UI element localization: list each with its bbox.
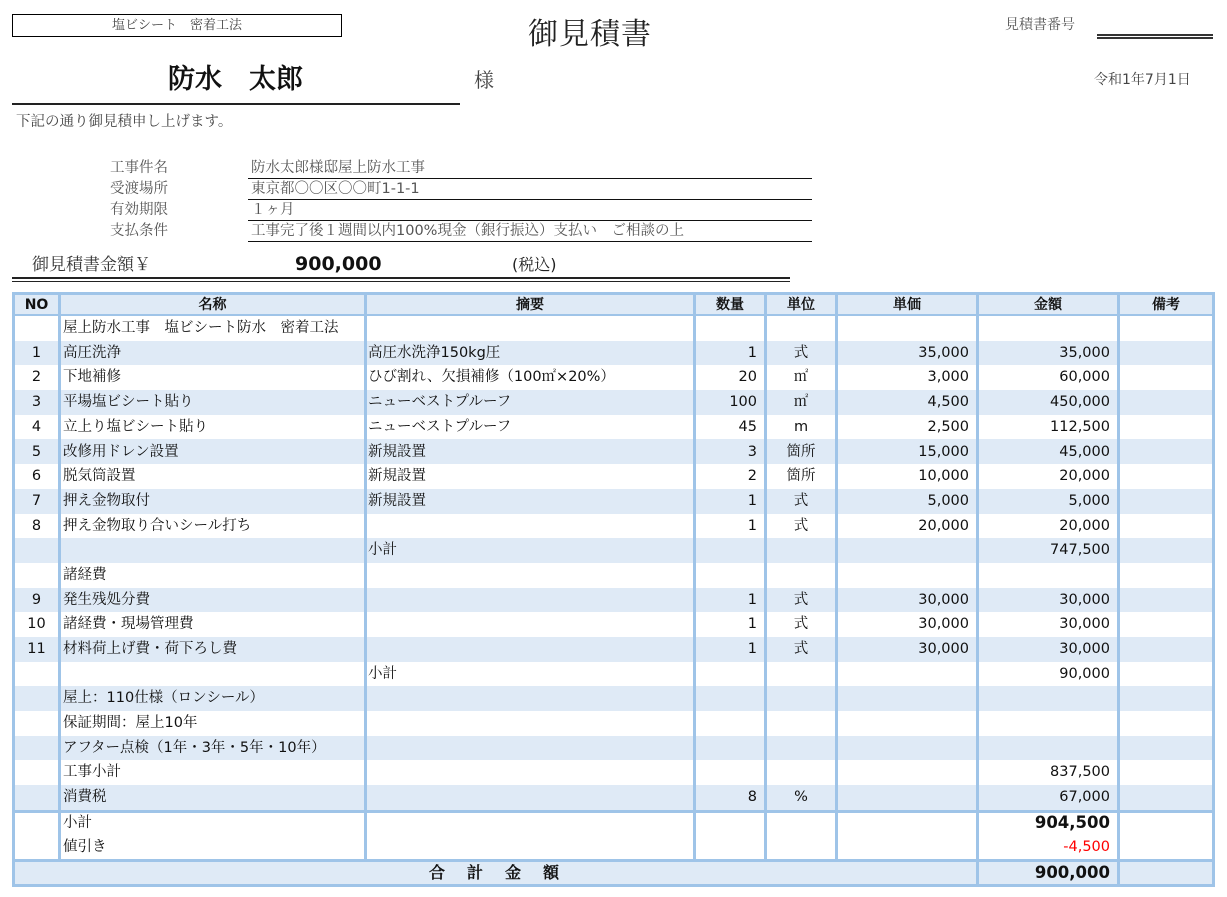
estimate-row xyxy=(15,736,1212,761)
no-cell xyxy=(15,662,61,687)
amount-cell xyxy=(979,736,1120,761)
estimate-row xyxy=(15,538,1212,563)
no-cell: 2 xyxy=(15,365,61,390)
item-name-cell: 発生残処分費 xyxy=(61,588,367,613)
estimate-row xyxy=(15,662,1212,687)
estimate-row xyxy=(15,760,1212,785)
quantity-cell: 2 xyxy=(696,464,767,489)
amount-cell: 30,000 xyxy=(979,612,1120,637)
remarks-cell xyxy=(1120,711,1212,736)
description-cell xyxy=(367,588,696,613)
estimate-row xyxy=(15,390,1212,415)
amount-cell: 30,000 xyxy=(979,637,1120,662)
header-item-name: 名称 xyxy=(61,295,367,314)
unit-price-cell xyxy=(838,711,979,736)
remarks-cell xyxy=(1120,834,1212,859)
unit-price-cell xyxy=(838,813,979,835)
estimate-table xyxy=(12,292,1215,887)
no-cell xyxy=(15,813,61,835)
quantity-cell xyxy=(696,736,767,761)
item-name-cell: 立上り塩ビシート貼り xyxy=(61,415,367,440)
quantity-cell xyxy=(696,760,767,785)
remarks-cell xyxy=(1120,686,1212,711)
no-cell: 1 xyxy=(15,341,61,366)
description-cell xyxy=(367,785,696,810)
unit-price-cell xyxy=(838,760,979,785)
header-no: NO xyxy=(15,295,61,314)
no-cell xyxy=(15,538,61,563)
remarks-cell xyxy=(1120,415,1212,440)
header-unit-price: 単価 xyxy=(838,295,979,314)
amount-cell xyxy=(979,316,1120,341)
unit-cell: % xyxy=(767,785,838,810)
amount-cell: 112,500 xyxy=(979,415,1120,440)
grand-total-amount: 900,000 xyxy=(979,862,1120,884)
estimate-row xyxy=(15,588,1212,613)
amount-cell: 904,500 xyxy=(979,813,1120,835)
estimate-row xyxy=(15,464,1212,489)
estimate-total-double-underline xyxy=(12,277,790,282)
unit-cell xyxy=(767,563,838,588)
amount-cell: 67,000 xyxy=(979,785,1120,810)
description-cell: 高圧水洗浄150kg圧 xyxy=(367,341,696,366)
issue-date: 令和1年7月1日 xyxy=(1094,72,1191,88)
remarks-cell xyxy=(1120,813,1212,835)
quantity-cell: 8 xyxy=(696,785,767,810)
item-name-cell: 脱気筒設置 xyxy=(61,464,367,489)
grand-total-remarks-cell xyxy=(1120,862,1212,884)
amount-cell: 60,000 xyxy=(979,365,1120,390)
description-cell xyxy=(367,711,696,736)
unit-price-cell: 30,000 xyxy=(838,588,979,613)
unit-cell xyxy=(767,316,838,341)
description-cell xyxy=(367,813,696,835)
amount-cell: 20,000 xyxy=(979,464,1120,489)
item-name-cell: 押え金物取り合いシール打ち xyxy=(61,514,367,539)
item-name-cell: 押え金物取付 xyxy=(61,489,367,514)
description-cell: 小計 xyxy=(367,662,696,687)
description-cell xyxy=(367,686,696,711)
description-cell: ひび割れ、欠損補修（100㎡×20%） xyxy=(367,365,696,390)
unit-cell: ㎡ xyxy=(767,390,838,415)
unit-cell xyxy=(767,686,838,711)
no-cell: 9 xyxy=(15,588,61,613)
quantity-cell: 20 xyxy=(696,365,767,390)
remarks-cell xyxy=(1120,439,1212,464)
no-cell xyxy=(15,760,61,785)
quantity-cell: 1 xyxy=(696,612,767,637)
item-name-cell: 屋上防水工事 塩ビシート防水 密着工法 xyxy=(61,316,367,341)
unit-price-cell: 5,000 xyxy=(838,489,979,514)
description-cell: 新規設置 xyxy=(367,489,696,514)
remarks-cell xyxy=(1120,637,1212,662)
tax-included-note: (税込) xyxy=(512,255,557,274)
remarks-cell xyxy=(1120,365,1212,390)
remarks-cell xyxy=(1120,538,1212,563)
remarks-cell xyxy=(1120,563,1212,588)
delivery-location-label: 受渡場所 xyxy=(110,181,168,197)
unit-cell: 式 xyxy=(767,637,838,662)
no-cell: 6 xyxy=(15,464,61,489)
quantity-cell xyxy=(696,563,767,588)
item-name-cell: 工事小計 xyxy=(61,760,367,785)
quantity-cell: 1 xyxy=(696,637,767,662)
project-name-value: 防水太郎様邸屋上防水工事 xyxy=(248,158,812,179)
item-name-cell: 諸経費 xyxy=(61,563,367,588)
grand-total-row xyxy=(15,859,1212,884)
remarks-cell xyxy=(1120,341,1212,366)
description-cell xyxy=(367,736,696,761)
unit-price-cell: 30,000 xyxy=(838,612,979,637)
unit-price-cell xyxy=(838,538,979,563)
item-name-cell: 材料荷上げ費・荷下ろし費 xyxy=(61,637,367,662)
unit-price-cell: 4,500 xyxy=(838,390,979,415)
estimate-total-label: 御見積書金額￥ xyxy=(32,255,151,275)
estimate-row xyxy=(15,785,1212,810)
construction-method-box: 塩ビシート 密着工法 xyxy=(12,14,342,37)
unit-price-cell xyxy=(838,316,979,341)
estimate-number-underline xyxy=(1097,34,1213,39)
estimate-row xyxy=(15,711,1212,736)
quantity-cell: 1 xyxy=(696,514,767,539)
amount-cell: 30,000 xyxy=(979,588,1120,613)
description-cell xyxy=(367,514,696,539)
unit-cell xyxy=(767,813,838,835)
no-cell xyxy=(15,316,61,341)
remarks-cell xyxy=(1120,489,1212,514)
item-name-cell xyxy=(61,538,367,563)
estimate-row xyxy=(15,439,1212,464)
unit-cell: 式 xyxy=(767,612,838,637)
unit-cell: 式 xyxy=(767,341,838,366)
estimate-row xyxy=(15,637,1212,662)
validity-value: １ヶ月 xyxy=(248,200,812,221)
unit-cell xyxy=(767,736,838,761)
item-name-cell: 小計 xyxy=(61,813,367,835)
honorific: 様 xyxy=(474,68,494,92)
no-cell: 4 xyxy=(15,415,61,440)
no-cell xyxy=(15,785,61,810)
unit-price-cell xyxy=(838,563,979,588)
description-cell xyxy=(367,563,696,588)
no-cell xyxy=(15,736,61,761)
no-cell xyxy=(15,686,61,711)
unit-price-cell: 35,000 xyxy=(838,341,979,366)
no-cell xyxy=(15,834,61,859)
remarks-cell xyxy=(1120,760,1212,785)
item-name-cell: 改修用ドレン設置 xyxy=(61,439,367,464)
unit-price-cell xyxy=(838,662,979,687)
description-cell xyxy=(367,834,696,859)
quantity-cell xyxy=(696,813,767,835)
item-name-cell: 高圧洗浄 xyxy=(61,341,367,366)
table-body xyxy=(15,316,1212,859)
quantity-cell xyxy=(696,538,767,563)
payment-terms-label: 支払条件 xyxy=(110,223,168,239)
remarks-cell xyxy=(1120,588,1212,613)
unit-price-cell xyxy=(838,686,979,711)
customer-name-underline xyxy=(12,103,460,105)
amount-cell: 20,000 xyxy=(979,514,1120,539)
item-name-cell xyxy=(61,662,367,687)
unit-cell: 式 xyxy=(767,489,838,514)
description-cell: 新規設置 xyxy=(367,464,696,489)
no-cell: 11 xyxy=(15,637,61,662)
table-header-row xyxy=(15,295,1212,316)
estimate-row xyxy=(15,489,1212,514)
unit-cell xyxy=(767,834,838,859)
description-cell xyxy=(367,612,696,637)
remarks-cell xyxy=(1120,390,1212,415)
amount-cell: 90,000 xyxy=(979,662,1120,687)
quantity-cell: 1 xyxy=(696,588,767,613)
estimate-row xyxy=(15,810,1212,835)
unit-price-cell xyxy=(838,736,979,761)
unit-price-cell: 15,000 xyxy=(838,439,979,464)
unit-price-cell: 2,500 xyxy=(838,415,979,440)
project-name-label: 工事件名 xyxy=(110,160,168,176)
amount-cell: 837,500 xyxy=(979,760,1120,785)
no-cell: 10 xyxy=(15,612,61,637)
grand-total-label: 合 計 金 額 xyxy=(15,862,979,884)
amount-cell xyxy=(979,686,1120,711)
amount-cell: 45,000 xyxy=(979,439,1120,464)
validity-label: 有効期限 xyxy=(110,202,168,218)
header-unit: 単位 xyxy=(767,295,838,314)
unit-cell xyxy=(767,711,838,736)
description-cell: ニューベストプルーフ xyxy=(367,390,696,415)
item-name-cell: 平場塩ビシート貼り xyxy=(61,390,367,415)
no-cell: 3 xyxy=(15,390,61,415)
unit-price-cell: 20,000 xyxy=(838,514,979,539)
unit-cell xyxy=(767,662,838,687)
estimate-row xyxy=(15,514,1212,539)
quantity-cell: 1 xyxy=(696,489,767,514)
delivery-location-value: 東京都〇〇区〇〇町1-1-1 xyxy=(248,179,812,200)
item-name-cell: 下地補修 xyxy=(61,365,367,390)
customer-name: 防水 太郎 xyxy=(168,64,303,95)
remarks-cell xyxy=(1120,736,1212,761)
no-cell xyxy=(15,711,61,736)
quantity-cell xyxy=(696,316,767,341)
amount-cell: -4,500 xyxy=(979,834,1120,859)
item-name-cell: 保証期間：屋上10年 xyxy=(61,711,367,736)
estimate-row xyxy=(15,834,1212,859)
item-name-cell: 値引き xyxy=(61,834,367,859)
description-cell: 新規設置 xyxy=(367,439,696,464)
estimate-row xyxy=(15,563,1212,588)
quantity-cell xyxy=(696,711,767,736)
estimate-row xyxy=(15,341,1212,366)
unit-cell: 箇所 xyxy=(767,439,838,464)
amount-cell: 35,000 xyxy=(979,341,1120,366)
item-name-cell: 屋上：110仕様（ロンシール） xyxy=(61,686,367,711)
unit-cell: m xyxy=(767,415,838,440)
amount-cell: 450,000 xyxy=(979,390,1120,415)
estimate-row xyxy=(15,316,1212,341)
remarks-cell xyxy=(1120,785,1212,810)
remarks-cell xyxy=(1120,612,1212,637)
unit-price-cell: 30,000 xyxy=(838,637,979,662)
quantity-cell: 1 xyxy=(696,341,767,366)
unit-price-cell: 3,000 xyxy=(838,365,979,390)
estimate-row xyxy=(15,686,1212,711)
estimate-row xyxy=(15,415,1212,440)
description-cell xyxy=(367,316,696,341)
quantity-cell xyxy=(696,834,767,859)
unit-cell: 式 xyxy=(767,514,838,539)
payment-terms-value: 工事完了後１週間以内100%現金（銀行振込）支払い ご相談の上 xyxy=(248,221,812,242)
unit-price-cell xyxy=(838,785,979,810)
header-amount: 金額 xyxy=(979,295,1120,314)
remarks-cell xyxy=(1120,464,1212,489)
document-title: 御見積書 xyxy=(528,17,652,52)
amount-cell: 5,000 xyxy=(979,489,1120,514)
description-cell xyxy=(367,760,696,785)
remarks-cell xyxy=(1120,316,1212,341)
unit-cell: 式 xyxy=(767,588,838,613)
item-name-cell: アフター点検（1年・3年・5年・10年） xyxy=(61,736,367,761)
unit-cell: 箇所 xyxy=(767,464,838,489)
description-cell: 小計 xyxy=(367,538,696,563)
no-cell: 8 xyxy=(15,514,61,539)
amount-cell xyxy=(979,563,1120,588)
estimate-row xyxy=(15,365,1212,390)
remarks-cell xyxy=(1120,662,1212,687)
header-quantity: 数量 xyxy=(696,295,767,314)
no-cell xyxy=(15,563,61,588)
quantity-cell xyxy=(696,662,767,687)
unit-price-cell: 10,000 xyxy=(838,464,979,489)
estimate-row xyxy=(15,612,1212,637)
quantity-cell: 100 xyxy=(696,390,767,415)
unit-cell: ㎡ xyxy=(767,365,838,390)
description-cell xyxy=(367,637,696,662)
amount-cell: 747,500 xyxy=(979,538,1120,563)
description-cell: ニューベストプルーフ xyxy=(367,415,696,440)
no-cell: 5 xyxy=(15,439,61,464)
header-description: 摘要 xyxy=(367,295,696,314)
estimate-total-amount: 900,000 xyxy=(295,253,382,275)
quantity-cell xyxy=(696,686,767,711)
item-name-cell: 諸経費・現場管理費 xyxy=(61,612,367,637)
intro-text: 下記の通り御見積申し上げます。 xyxy=(16,114,233,130)
no-cell: 7 xyxy=(15,489,61,514)
unit-cell xyxy=(767,760,838,785)
amount-cell xyxy=(979,711,1120,736)
unit-cell xyxy=(767,538,838,563)
estimate-number-label: 見積書番号 xyxy=(1005,17,1075,33)
remarks-cell xyxy=(1120,514,1212,539)
quantity-cell: 3 xyxy=(696,439,767,464)
unit-price-cell xyxy=(838,834,979,859)
item-name-cell: 消費税 xyxy=(61,785,367,810)
header-remarks: 備考 xyxy=(1152,296,1180,313)
quantity-cell: 45 xyxy=(696,415,767,440)
